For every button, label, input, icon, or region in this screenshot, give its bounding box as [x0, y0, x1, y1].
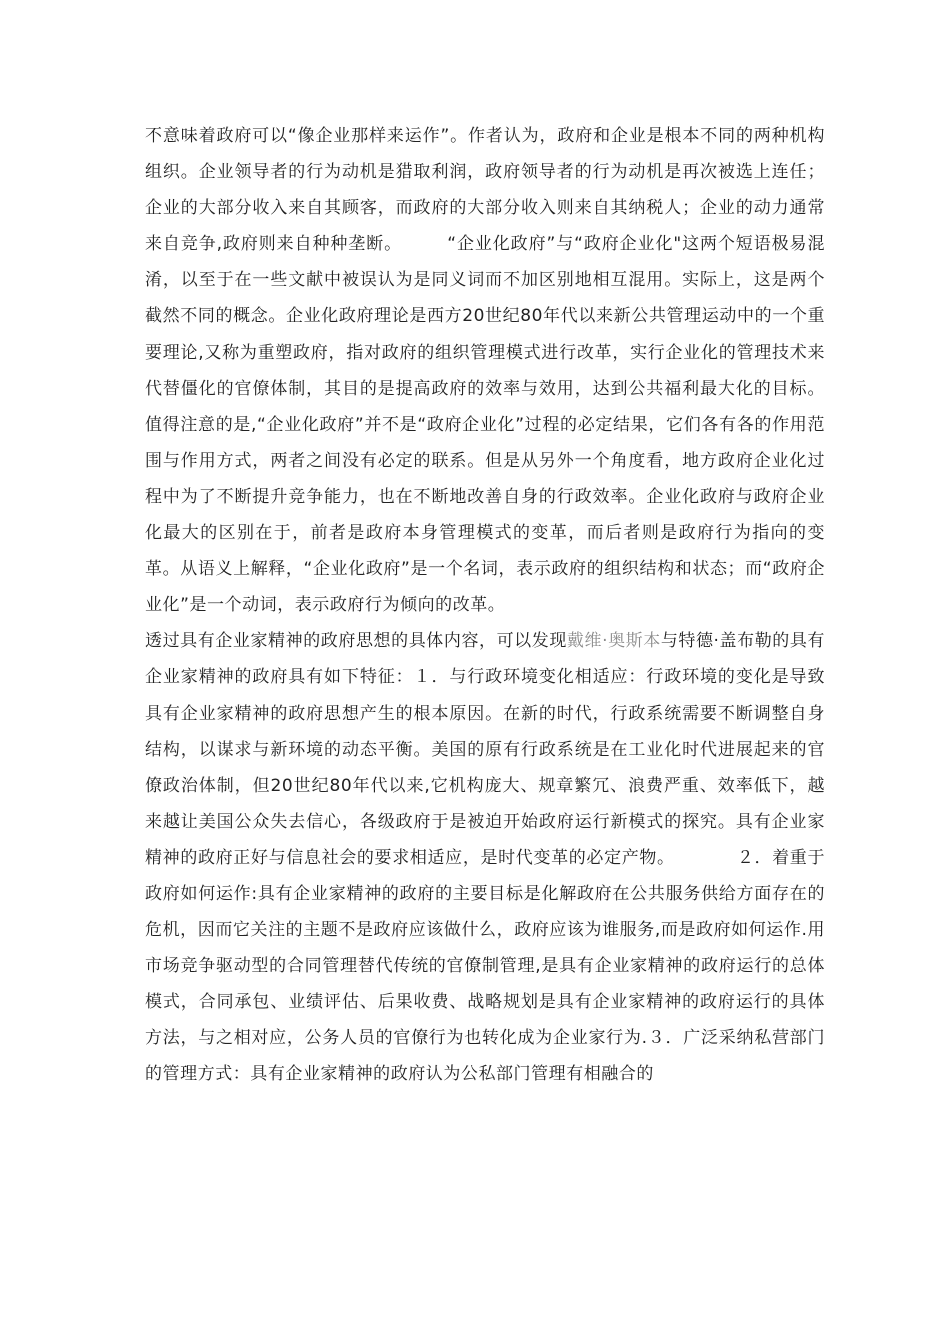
paragraph-2-lead-text: 透过具有企业家精神的政府思想的具体内容，可以发现	[145, 631, 567, 652]
author-name-link[interactable]: 戴维·奥斯本	[566, 631, 661, 652]
paragraph-entrepreneurial-government-concept	[145, 118, 825, 623]
paragraph-entrepreneurial-government-features	[145, 623, 825, 1092]
paragraph-2-body-text: 与特德·盖布勒的具有企业家精神的政府具有如下特征：１．与行政环境变化相适应：行政环境的变化是导致具有企业家精神的政府思想产生的根本原因。在新的时代，行政系统需要不断调整自身结构，以谋求与新环境的动态平衡。美国的原有行政系统是在工业化时代进展起来的官僚政治体制，但20世纪80年代以来,它机构庞大、规章繁冗、浪费严重、效率低下，越来越让美国公众失去信心，各级政府于是被迫开始政府运行新模式的探究。具有企业家精神的政府正好与信息社会的要求相适应，是时代变革的必定产物。 ２．着重于政府如何运作:具有企业家精神的政府的主要目标是化解政府在公共服务供给方面存在的危机，因而它关注的主题不是政府应该做什么，政府应该为谁服务,而是政府如何运作.用市场竞争驱动型的合同管理替代传统的官僚制管理,是具有企业家精神的政府运行的总体模式，合同承包、业绩评估、后果收费、战略规划是具有企业家精神的政府运行的具体方法，与之相对应，公务人员的官僚行为也转化成为企业家行为.３．广泛采纳私营部门的管理方式：具有企业家精神的政府认为公私部门管理有相融合的	[145, 631, 825, 1085]
paragraph-1-text: 不意味着政府可以“像企业那样来运作”。作者认为，政府和企业是根本不同的两种机构组织。企业领导者的行为动机是猎取利润，政府领导者的行为动机是再次被选上连任；企业的大部分收入来自其顾客，而政府的大部分收入则来自其纳税人；企业的动力通常来自竞争,政府则来自种种垄断。 “企业化政府”与“政府企业化"这两个短语极易混淆，以至于在一些文献中被误认为是同义词而不加区别地相互混用。实际上，这是两个截然不同的概念。企业化政府理论是西方20世纪80年代以来新公共管理运动中的一个重要理论,又称为重塑政府，指对政府的组织管理模式进行改革，实行企业化的管理技术来代替僵化的官僚体制，其目的是提高政府的效率与效用，达到公共福利最大化的目标。值得注意的是,“企业化政府”并不是“政府企业化”过程的必定结果，它们各有各的作用范围与作用方式，两者之间没有必定的联系。但是从另外一个角度看，地方政府企业化过程中为了不断提升竞争能力，也在不断地改善自身的行政效率。企业化政府与政府企业化最大的区别在于，前者是政府本身管理模式的变革，而后者则是政府行为指向的变革。从语义上解释，“企业化政府”是一个名词，表示政府的组织结构和状态；而“政府企业化”是一个动词，表示政府行为倾向的改革。	[145, 126, 825, 616]
document-body	[145, 118, 825, 1093]
